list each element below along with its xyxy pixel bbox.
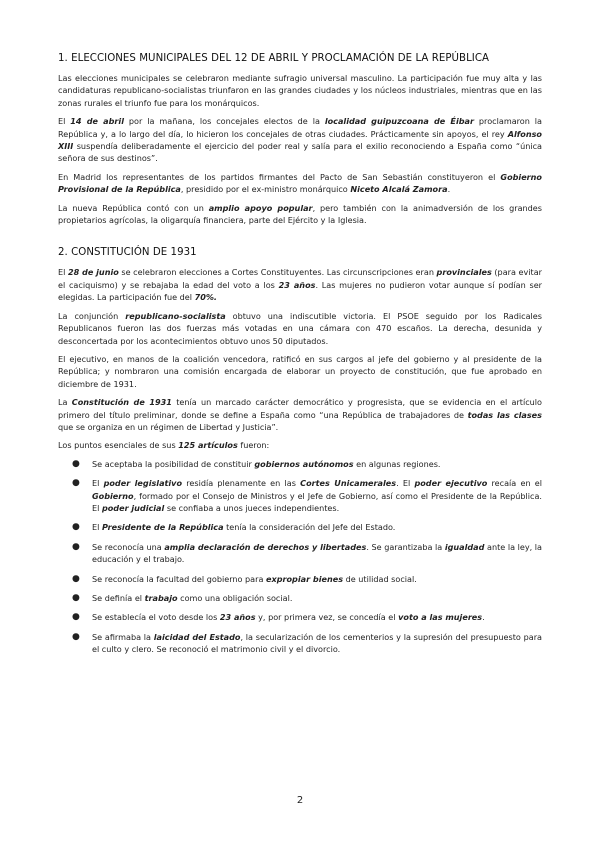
bullet-icon: ● [72,541,80,552]
list-item: ● El poder legislativo residía plenamente en las Cortes Unicamerales. El poder ejecutivo recaía en el Gobierno, formado por el Consejo de Ministros y el Jefe de Gobierno, así como el Presidente de la República. El poder judicial se confiaba a unos jueces independientes. [72,478,543,513]
section-2-paragraph-4: La Constitución de 1931 tenía un marcado carácter democrático y progresista, que se evidencia en el artículo primero del título preliminar, donde se define a España como “una República de trabajadores de todas las clases que se organiza en un régimen de Libertad y Justicia”. [58,397,542,432]
list-item: ● Se establecía el voto desde los 23 años y, por primera vez, se concedía el voto a las mujeres. [72,612,485,623]
bullet-icon: ● [72,522,80,533]
section-1-paragraph-1: Las elecciones municipales se celebraron mediante sufragio universal masculino. La participación fue muy alta y las candidaturas republicano-socialistas triunfaron en las grandes ciudades y los núcleos industriales, mientras que en las zonas rurales el triunfo fue para los monárquicos. [58,73,542,108]
bullet-icon: ● [72,631,80,642]
list-item: ● El Presidente de la República tenía la consideración del Jefe del Estado. [72,522,396,533]
niceto-alcala-zamora-term: Niceto Alcalá Zamora [350,184,448,195]
bullet-icon: ● [72,458,80,469]
constitution-points-list [58,458,542,656]
section-1-paragraph-3: En Madrid los representantes de los partidos firmantes del Pacto de San Sebastián constituyeron el Gobierno Provisional de la República, presidido por el ex-ministro monárquico Niceto Alcalá Zamora. [58,171,542,195]
bullet-icon: ● [72,612,80,623]
date-28-junio: 28 de junio [67,267,119,278]
alfonso-xiii-term: Alfonso XIII [58,128,542,152]
participacion-70-term: 70%. [194,292,218,303]
section-1-paragraph-4: La nueva República contó con un amplio apoyo popular, pero también con la animadversión de los grandes propietarios agrícolas, la oligarquía financiera, parte del Ejército y la Iglesia. [58,202,542,226]
list-item: ● Se afirmaba la laicidad del Estado, la secularización de los cementerios y la supresión del presupuesto para el culto y clero. Se reconoció el matrimonio civil y el divorcio. [72,631,543,655]
eibar-term: localidad guipuzcoana de Éibar [324,116,474,127]
125-articulos-term: 125 artículos [178,440,238,451]
date-14-abril: 14 de abril [70,116,124,127]
section-2-paragraph-1: El 28 de junio se celebraron elecciones a Cortes Constituyentes. Las circunscripciones eran provinciales (para evitar el caciquismo) y se rebajaba la edad del voto a los 23 años. Las mujeres no pudieron votar aunque sí podían ser elegidas. La participación fue del 70%. [58,267,543,303]
gobierno-provisional-term: Gobierno Provisional de la República [58,171,542,195]
amplio-apoyo-popular-term: amplio apoyo popular [208,202,313,213]
provinciales-term: provinciales [436,267,492,278]
bullet-icon: ● [72,593,80,603]
list-item: ● Se definía el trabajo como una obligación social. [72,593,293,603]
section-1-heading: 1. ELECCIONES MUNICIPALES DEL 12 DE ABRIL Y PROCLAMACIÓN DE LA REPÚBLICA [58,53,490,64]
bullet-icon: ● [72,573,80,584]
list-item: ● Se reconocía la facultad del gobierno para expropiar bienes de utilidad social. [72,573,417,584]
page-number: 2 [296,795,304,806]
document-page [58,53,542,663]
todas-las-clases-term: todas las clases [467,409,542,420]
section-2-paragraph-5: Los puntos esenciales de sus 125 artículos fueron: [58,440,270,451]
section-2-heading: 2. CONSTITUCIÓN DE 1931 [58,247,197,259]
bullet-icon: ● [72,478,80,489]
list-item: ● Se aceptaba la posibilidad de constituir gobiernos autónomos en algunas regiones. [72,458,441,469]
23-anos-term: 23 años [278,279,316,290]
list-item: ● Se reconocía una amplia declaración de derechos y libertades. Se garantizaba la igualdad ante la ley, la educación y el trabajo. [72,541,543,565]
constitucion-1931-term: Constitución de 1931 [71,397,172,408]
republicano-socialista-term: republicano-socialista [125,310,226,321]
section-1-paragraph-2: El 14 de abril por la mañana, los concejales electos de la localidad guipuzcoana de Éibar proclamaron la República y, a lo largo del día, lo hicieron los concejales de otras ciudades. Prácticamente sin apoyos, el rey Alfonso XIII suspendía deliberadamente el ejercicio del poder real y salía para el exilio reconociendo a España como “única señora de sus destinos”. [58,116,543,164]
section-2-paragraph-2: La conjunción republicano-socialista obtuvo una indiscutible victoria. El PSOE seguido por los Radicales Republicanos fueron las dos fuerzas más votadas en una cámara con 470 escaños. La derecha, desunida y desconcertada por los acontecimientos obtuvo unos 50 diputados. [58,310,543,346]
section-2-paragraph-3: El ejecutivo, en manos de la coalición vencedora, ratificó en sus cargos al jefe del gobierno y al presidente de la República; y nombraron una comisión encargada de elaborar un proyecto de constitución, que fue aprobado en diciembre de 1931. [58,353,542,389]
